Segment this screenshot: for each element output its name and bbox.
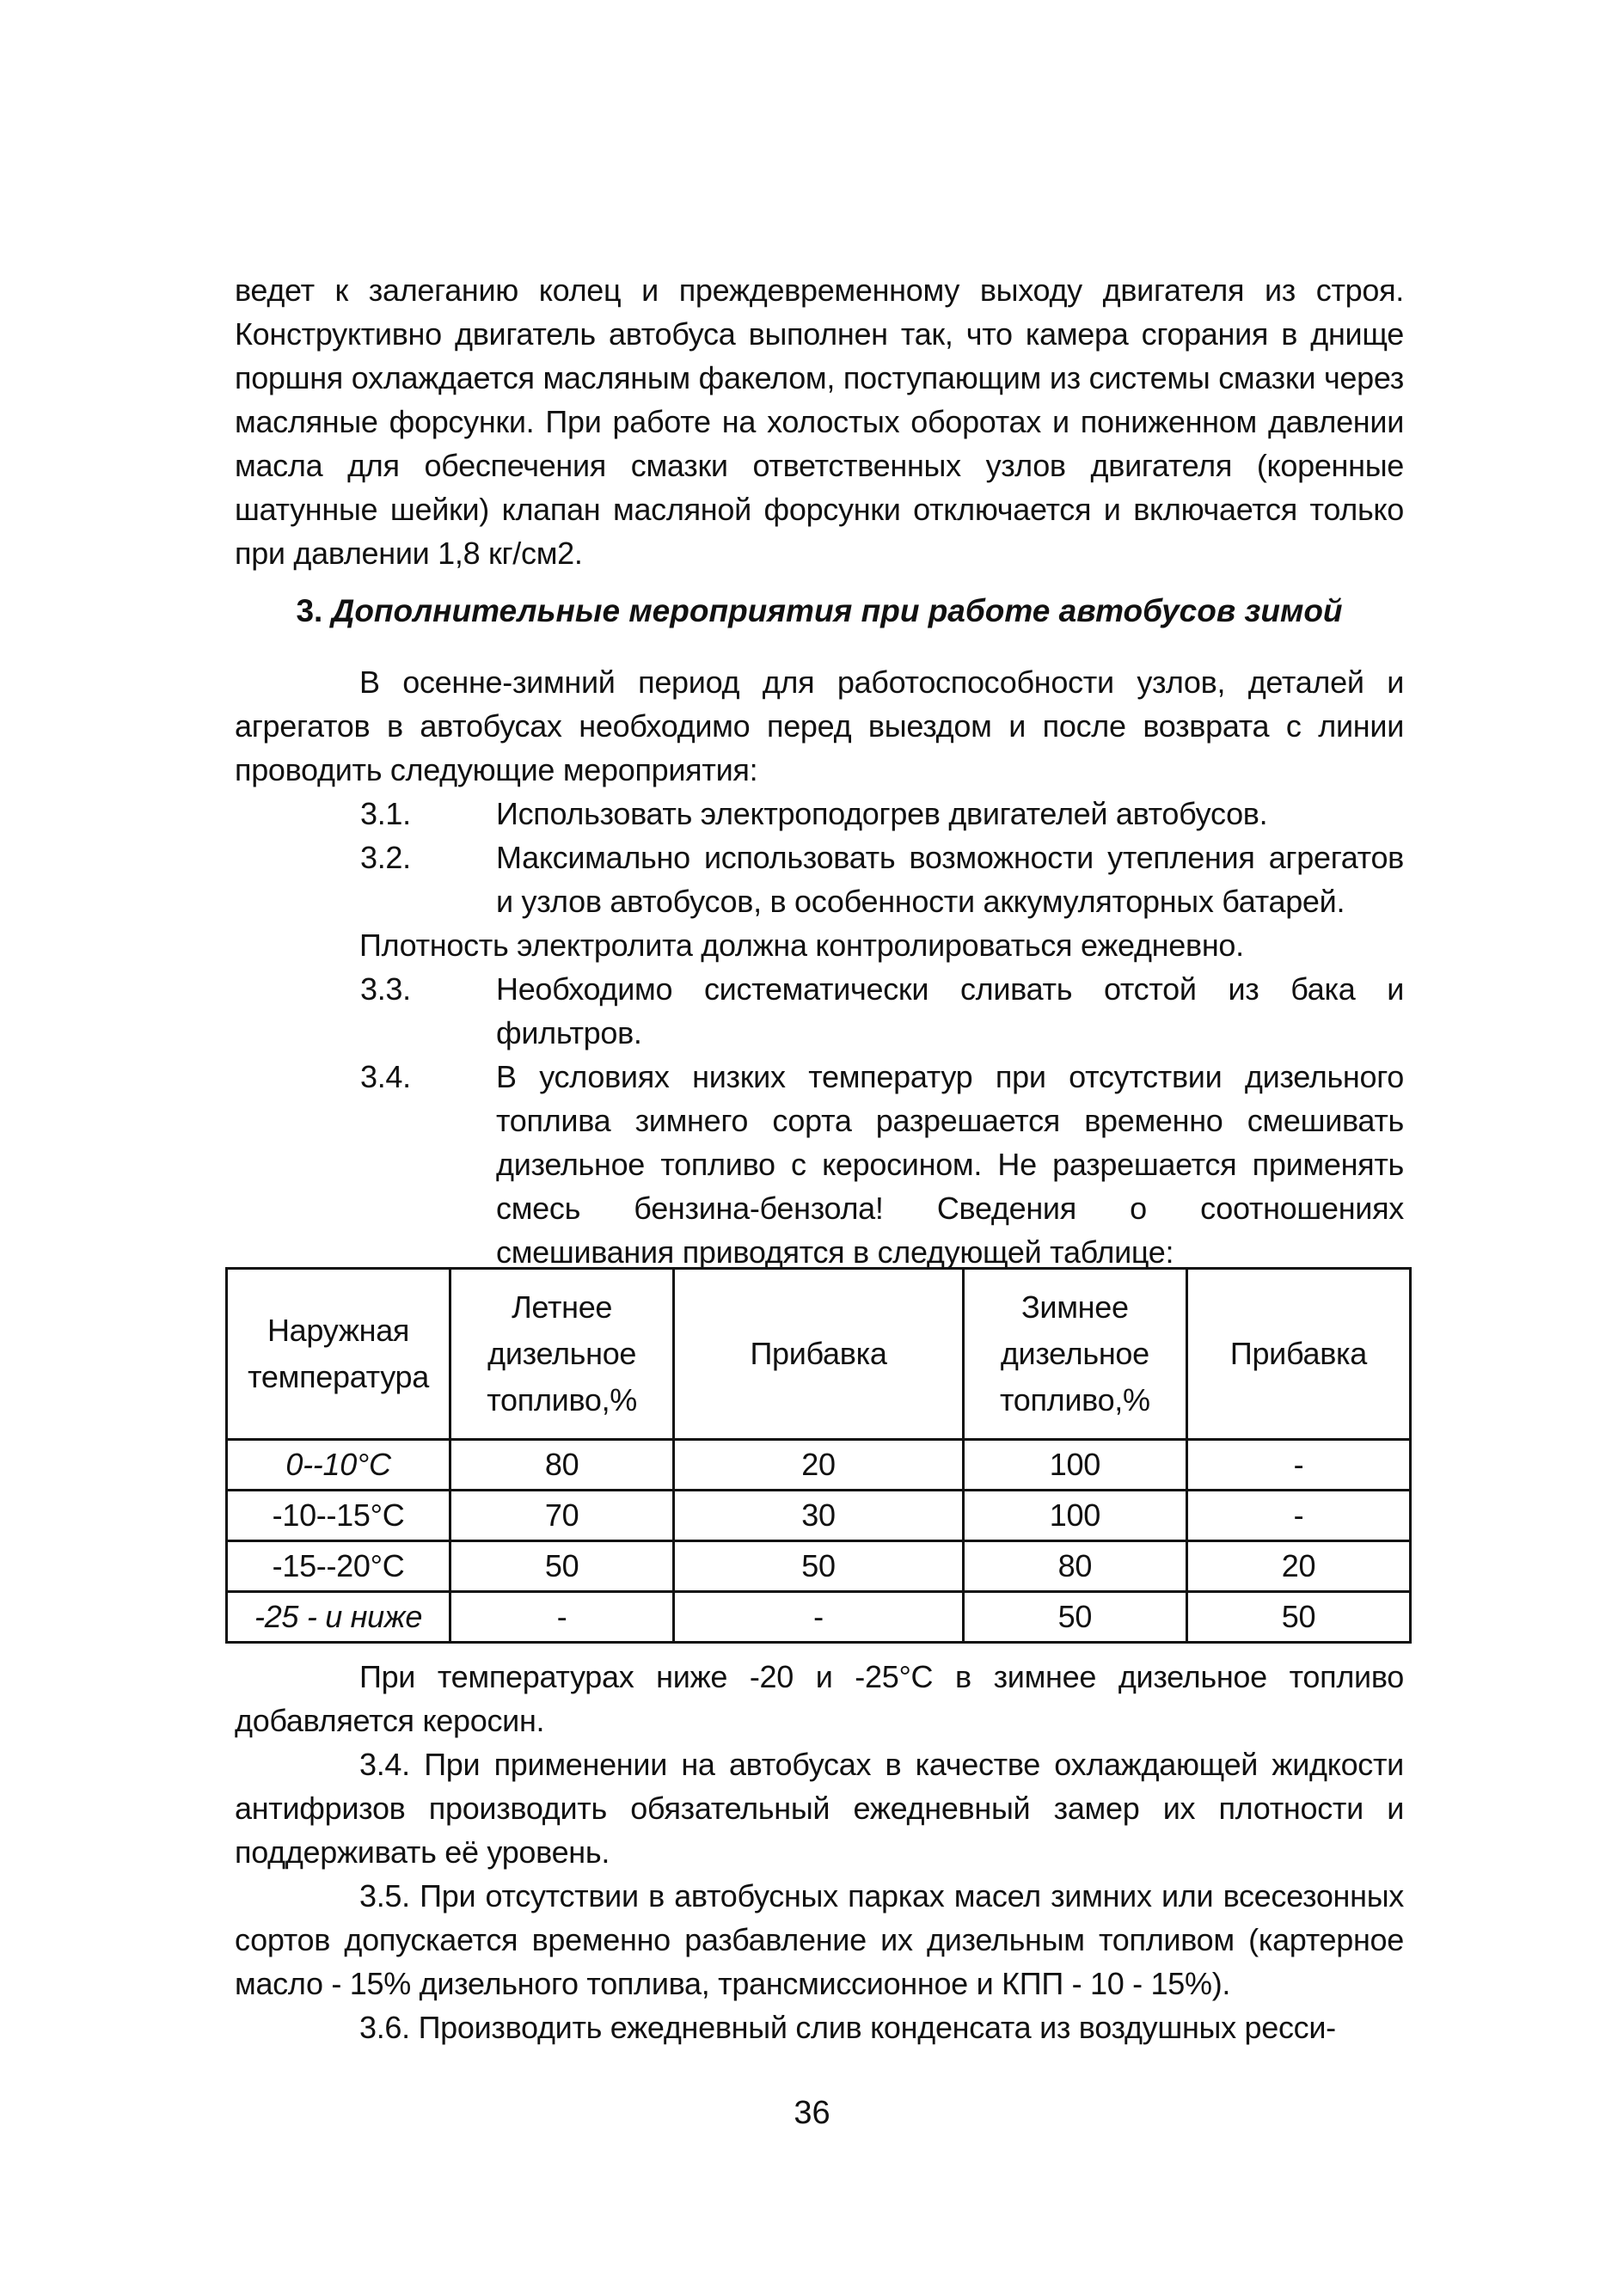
header-additive-2: Прибавка: [1186, 1269, 1410, 1440]
table-cell: 20: [674, 1440, 964, 1491]
header-summer-fuel: Летнее дизельное топливо,%: [450, 1269, 674, 1440]
table-cell: -15--20°С: [227, 1541, 450, 1592]
section-title: Дополнительные мероприятия при работе автобусов зимой: [331, 593, 1343, 628]
list-item: [235, 1055, 1404, 1274]
item-text: В условиях низких температур при отсутствии дизельного топлива зимнего сорта разрешается временно смешивать дизельное топливо с керосином. Не разрешается применять смесь бензина-бензола! Сведения о соотношениях смешивания приводятся в следующей таблице:: [496, 1059, 1404, 1270]
header-additive-1: Прибавка: [674, 1269, 964, 1440]
table-cell: 50: [674, 1541, 964, 1592]
item-text: Производить ежедневный слив конденсата из воздушных ресси-: [418, 2010, 1336, 2045]
item-number: 3.1.: [360, 796, 411, 831]
section-heading: [235, 593, 1404, 629]
table-row: [227, 1541, 1411, 1592]
table-cell: 30: [674, 1491, 964, 1541]
item-number: 3.2.: [360, 840, 411, 875]
table-cell: -25 - и ниже: [227, 1592, 450, 1643]
list-item: [235, 967, 1404, 1055]
header-winter-fuel: Зимнее дизельное топливо,%: [963, 1269, 1186, 1440]
table-cell: 80: [963, 1541, 1186, 1592]
table-cell: -: [1186, 1440, 1410, 1491]
section-number: 3.: [296, 593, 323, 628]
section-intro: В осенне-зимний период для работоспособности узлов, деталей и агрегатов в автобусах необходимо перед выездом и после возврата с линии проводить следующие мероприятия:: [235, 664, 1404, 787]
intro-paragraph: [235, 268, 1404, 575]
fuel-mix-table: [225, 1267, 1412, 1644]
table-cell: -: [1186, 1491, 1410, 1541]
item-text: Максимально использовать возможности утепления агрегатов и узлов автобусов, в особенности аккумуляторных батарей.: [496, 840, 1404, 919]
list-item: [235, 2005, 1404, 2049]
page-number: 36: [794, 2095, 830, 2131]
item-number: 3.4.: [359, 1747, 410, 1782]
table-cell: 20: [1186, 1541, 1410, 1592]
table-cell: 50: [1186, 1592, 1410, 1643]
item-number: 3.6.: [359, 2010, 410, 2045]
table-cell: -10--15°С: [227, 1491, 450, 1541]
item-text: При применении на автобусах в качестве охлаждающей жидкости антифризов производить обязательный ежедневный замер их плотности и поддерживать её уровень.: [235, 1747, 1404, 1870]
intro-paragraph-text: ведет к залеганию колец и преждевременному выходу двигателя из строя. Конструктивно двигатель автобуса выполнен так, что камера сгорания в днище поршня охлаждается масляным факелом, поступающим из системы смазки через масляные форсунки. При работе на холостых оборотах и пониженном давлении масла для обеспечения смазки ответственных узлов двигателя (коренные шатунные шейки) клапан масляной форсунки отключается и включается только при давлении 1,8 кг/см2.: [235, 272, 1404, 571]
list-item: [235, 836, 1404, 923]
table-cell: 100: [963, 1491, 1186, 1541]
list-item: [235, 792, 1404, 836]
item-number: 3.3.: [360, 971, 411, 1007]
item-number: 3.4.: [360, 1059, 411, 1094]
table-cell: 0--10°С: [227, 1440, 450, 1491]
table-cell: 70: [450, 1491, 674, 1541]
list-item: [235, 1874, 1404, 2005]
table-header-row: [227, 1269, 1411, 1440]
table-row: [227, 1491, 1411, 1541]
table-row: [227, 1592, 1411, 1643]
item-text: При отсутствии в автобусных парках масел зимних или всесезонных сортов допускается временно разбавление их дизельным топливом (картерное масло - 15% дизельного топлива, трансмиссионное и КПП - 10 - 15%).: [235, 1878, 1404, 2001]
density-note: Плотность электролита должна контролироваться ежедневно.: [359, 928, 1244, 963]
kerosene-note: При температурах ниже -20 и -25°С в зимнее дизельное топливо добавляется керосин.: [235, 1659, 1404, 1738]
after-table-section: [235, 1655, 1404, 2049]
table-row: [227, 1440, 1411, 1491]
section-body: [235, 660, 1404, 1274]
header-outside-temp: Наружная температура: [227, 1269, 450, 1440]
table-cell: -: [674, 1592, 964, 1643]
list-item: [235, 1742, 1404, 1874]
table-cell: 50: [450, 1541, 674, 1592]
table-cell: -: [450, 1592, 674, 1643]
item-text: Использовать электроподогрев двигателей автобусов.: [496, 796, 1268, 831]
table-cell: 100: [963, 1440, 1186, 1491]
table-cell: 80: [450, 1440, 674, 1491]
item-text: Необходимо систематически сливать отстой из бака и фильтров.: [496, 971, 1404, 1050]
table-cell: 50: [963, 1592, 1186, 1643]
item-number: 3.5.: [359, 1878, 410, 1914]
